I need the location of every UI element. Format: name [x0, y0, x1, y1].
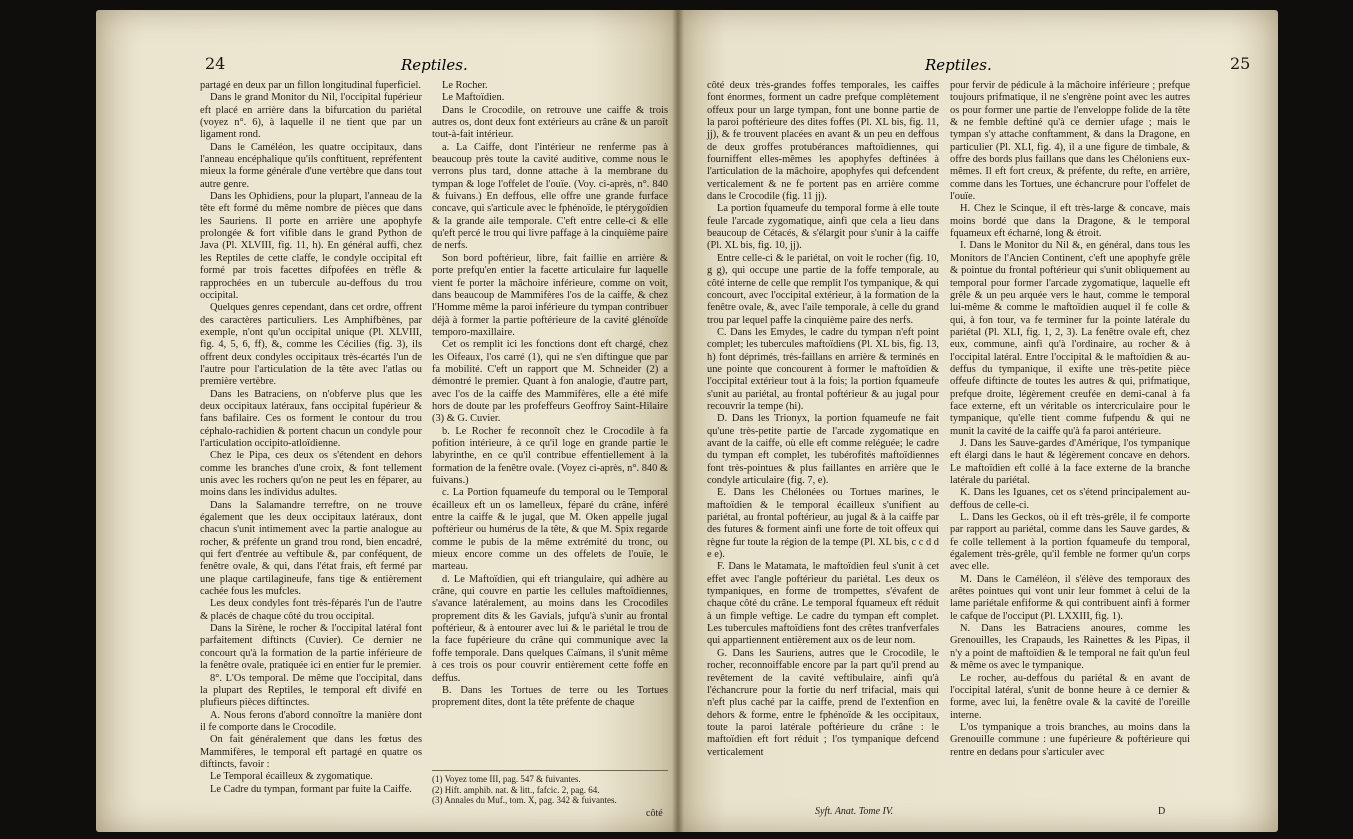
paragraph: b. Le Rocher fe reconnoît chez le Crocodile à fa pofition intérieure, à ce qu'il loge en grande partie le labyrinthe, en ce qu'il contribue effentiellement à la formation de la fenêtre ovale. (Voyez ci-après, n°. 840 & fuivans.) [432, 425, 668, 486]
paragraph: pour fervir de pédicule à la mâchoire inférieure ; prefque toujours prifmatique, il ne s'engrène point avec les autres os pour former une partie de l'enveloppe folide de la tête & ne femble deftiné qu'à ce dernier ufage ; mais le tympan s'y attache conftamment, & dans la Dragone, en particulier (Pl. XLI, fig. 4), il a une figure de timbale, & offre des bords plus faillans que dans les Chéloniens eux-mêmes. Il eft fort creux, & préfente, du refte, en arrière, comme dans les Tortues, une échancrure pour l'offelet de l'ouïe. [950, 80, 1190, 203]
paragraph: L'os tympanique a trois branches, au moins dans la Grenouille commune : une fupérieure & poftérieure qui rentre en dedans pour s'articuler avec [950, 721, 1190, 758]
paragraph: Son bord poftérieur, libre, fait faillie en arrière & porte prefqu'en entier la facette articulaire fur laquelle vient fe porter la mâchoire inférieure, comme on voit, dans beaucoup de Mammifères l'os de la caiffe, & chez l'Homme même la paroi inférieure du tympan contribuer déjà à former la partie poftérieure de la cavité glénoïde temporo-maxillaire. [432, 252, 668, 338]
paragraph: H. Chez le Scinque, il eft très-large & concave, mais moins bordé que dans la Dragone, & le temporal fquameux eft écharné, long & étroit. [950, 203, 1190, 240]
paragraph: G. Dans les Sauriens, autres que le Crocodile, le rocher, reconnoiffable encore par la part qu'il prend au revêtement de la cavité veftibulaire, ainfi qu'à l'échancrure pour la fortie du nerf trifacial, mais qui n'eft plus caché par la caiffe, prend de l'extenfion en dehors & forme, entre le fphénoïde & les occipitaux, toute la paroi latérale poftérieure du crâne : le maftoïdien eft fort réduit ; l'os tympanique defcend verticalement [707, 647, 939, 758]
paragraph: a. La Caiffe, dont l'intérieur ne renferme pas à beaucoup près toute la cavité auditive, comme nous le verrons plus tard, donne attache à la membrane du tympan & loge l'offelet de l'ouïe. (Voy. ci-après, n°. 840 & fuivans.) En deffous, elle offre une grande furface concave, qui s'articule avec le fphénoïde, le ptérygoïdien & la grande aile temporale. C'eft entre celle-ci & elle qu'eft percé le trou qui livre paffage à la cinquième paire de nerfs. [432, 141, 668, 252]
paragraph: D. Dans les Trionyx, la portion fquameufe ne fait qu'une très-petite partie de l'arcade zygomatique en avant de la caiffe, où elle eft comme reléguée; le cadre du tympan eft complet, les tubérofités maftoïdiennes font très-pointues & plus faillantes en arrière que le condyle articulaire (fig. 7, e). [707, 413, 939, 486]
paragraph: L. Dans les Geckos, où il eft très-grêle, il fe comporte par rapport au pariétal, comme dans les Sauve gardes, & fe colle tellement à la portion fquameufe du temporal, également très-grêle, qu'il femble ne former qu'un corps avec elle. [950, 512, 1190, 573]
paragraph: A. Nous ferons d'abord connoître la manière dont il fe comporte dans le Crocodile. [200, 709, 422, 733]
footnote-2: (2) Hift. amphib. nat. & litt., fafcic. 2, pag. 64. [432, 784, 600, 795]
paragraph: I. Dans le Monitor du Nil &, en général, dans tous les Monitors de l'Ancien Continent, c'eft une apophyfe grêle & pointue du frontal poftérieur qui s'unit obliquement au temporal pour former l'arcade zygomatique, laquelle eft grêle & un peu arquée vers le haut, comme le temporal lui-même & comme le maftoïdien auquel il fe colle & qui, à fon tour, va fe terminer fur la pointe latérale du pariétal (Pl. XLI, fig. 1, 2, 3). La fenêtre ovale eft, chez eux, commune, ainfi qu'à l'ordinaire, au rocher & à l'occipital latéral. Entre l'occipital & le maftoïdien & au-deffus du tympanique, il exifte une très-petite pièce offeufe diftincte de toutes les autres & qui, prifmatique, prefque droite, légèrement creufée en demi-canal à fa face externe, eft un véritable os intercriculaire pour le tympanique, qu'elle tient comme fufpendu & qui ne munit la cavité de la caiffe qu'à fa paroi antérieure. [950, 240, 1190, 437]
paragraph: J. Dans les Sauve-gardes d'Amérique, l'os tympanique eft élargi dans le haut & légèrement concave en dehors. Le maftoïdien eft collé à la face externe de la branche latérale du pariétal. [950, 437, 1190, 486]
paragraph: partagé en deux par un fillon longitudinal fuperficiel. [200, 80, 422, 91]
signature-mark: D [1158, 806, 1166, 817]
paragraph: Dans les Ophidiens, pour la plupart, l'anneau de la tête eft formé du même nombre de pièces que dans les Sauriens. Il porte en arrière une apophyfe prolongée & fort vifible dans le grand Python de Java (Pl. XLVIII, fig. 11, h). En général auffi, chez les Reptiles de cette claffe, le condyle occipital eft formé par trois facettes difpofées en trèfle & rapprochées en un tubercule au-deffous du trou occipital. [200, 191, 422, 301]
paragraph: M. Dans le Caméléon, il s'élève des temporaux des arêtes pointues qui vont unir leur fommet à celui de la lame pariétale enfiforme & qui contribuent ainfi à former le cafque de l'occiput (Pl. LXXIII, fig. 1). [950, 573, 1190, 622]
paragraph: N. Dans les Batraciens anoures, comme les Grenouilles, les Crapauds, les Rainettes & les Pipas, il n'y a point de maftoïdien & le temporal ne fait qu'un feul & même os avec le tympanique. [950, 623, 1190, 672]
paragraph: Le Temporal écailleux & zygomatique. [210, 771, 373, 783]
paragraph: E. Dans les Chélonées ou Tortues marines, le maftoïdien & le temporal écailleux s'unifient au pariétal, au frontal poftérieur, au jugal & à la caiffe par des futures & forment ainfi une forte de toit offeux qui règne fur toute la région de la tempe (Pl. XL bis, c c d d e e). [707, 487, 939, 561]
paragraph: Le Rocher. [442, 80, 488, 91]
footnote-3: (3) Annales du Muf., tom. X, pag. 342 & fuivantes. [432, 795, 617, 805]
left-column-2 [432, 80, 668, 710]
paragraph: On fait généralement que dans les fœtus des Mammifères, le temporal eft partagé en quatre os diftincts, favoir : [200, 734, 422, 770]
right-page-number: 25 [1230, 54, 1251, 73]
paragraph: Entre celle-ci & le pariétal, on voit le rocher (fig. 10, g g), qui occupe une partie de la foffe temporale, au côté interne de celle que remplit l'os tympanique, & qui concourt, avec l'occipital extérieur, à la formation de la fenêtre ovale, &, avec l'aile temporale, à celle du grand trou par lequel paffe la cinquième paire des nerfs. [707, 252, 939, 326]
paragraph: B. Dans les Tortues de terre ou les Tortues proprement dites, dont la tête préfente de chaque [432, 684, 668, 709]
paragraph: Cet os remplit ici les fonctions dont eft chargé, chez les Oifeaux, l'os carré (1), qui ne s'en diftingue que par fa mobilité. C'eft un rapport que M. Schneider (2) a démontré le premier. Quant à fon analogie, d'autre part, avec l'os de la caiffe des Mammifères, elle a été mife hors de doute par les profeffeurs Geoffroy Saint-Hilaire (3) & G. Cuvier. [432, 339, 668, 425]
paragraph: d. Le Maftoïdien, qui eft triangulaire, qui adhère au crâne, qui couvre en partie les cellules maftoïdiennes, s'avance latéralement, au moins dans les Crocodiles proprement dits & les Gavials, jufqu'à s'unir au frontal poftérieur, & à entourer avec lui & le pariétal le trou de la face fupérieure du crâne qui communique avec la foffe temporale. Dans quelques Caïmans, il s'unit même à ces trois os pour couvrir entièrement cette foffe en deffus. [432, 573, 668, 684]
paragraph: Dans le Crocodile, on retrouve une caiffe & trois autres os, dont deux font extérieurs au crâne & un paroît tout-à-fait intérieur. [432, 104, 668, 141]
left-column-1 [200, 80, 422, 796]
paragraph: Le Maftoïdien. [442, 92, 505, 104]
paragraph: K. Dans les Iguanes, cet os s'étend principalement au-deffous de celle-ci. [950, 487, 1190, 511]
left-footnotes [432, 770, 668, 806]
paragraph: La portion fquameufe du temporal forme à elle toute feule l'arcade zygomatique, ainfi que cela a lieu dans beaucoup de Cétacés, & s'élargit pour s'unir à la caiffe (Pl. XL bis, fig. 10, jj). [707, 203, 939, 252]
paragraph: Dans le grand Monitor du Nil, l'occipital fupérieur eft placé en arrière dans la bifurcation du pariétal (voyez n°. 6), à laquelle il ne tient que par un ligament rond. [200, 92, 422, 141]
book-gutter [672, 10, 684, 832]
paragraph: Les deux condyles font très-féparés l'un de l'autre & placés de chaque côté du trou occipital. [200, 598, 422, 622]
footnote-1: (1) Voyez tome III, pag. 547 & fuivantes. [432, 774, 581, 784]
paragraph: c. La Portion fquameufe du temporal ou le Temporal écailleux eft un os lamelleux, féparé du crâne, inféré entre la caiffe & le jugal, que M. Oken appelle jugal poftérieur ou humérus de la tête, & que M. Spix regarde comme le pubis de la même extrémité du tronc, ou mieux encore comme un des offelets de l'ouïe, le marteau. [432, 487, 668, 573]
paragraph: Le rocher, au-deffous du pariétal & en avant de l'occipital latéral, s'unit de bonne heure à ce dernier & forme, avec lui, la fenêtre ovale & la cavité de l'oreille interne. [950, 672, 1190, 721]
paragraph: Quelques genres cependant, dans cet ordre, offrent des caractères particuliers. Les Amphifbènes, par exemple, n'ont qu'un occipital unique (Pl. XLVIII, fig. 4, 5, 6, ff), &, comme les Cécilies (fig. 3), ils offrent deux condyles occipitaux très-écartés l'un de l'autre pour l'articulation de la tête avec l'atlas ou première vertèbre. [200, 302, 422, 388]
paragraph: Le Cadre du tympan, formant par fuite la Caiffe. [210, 783, 412, 795]
paragraph: Chez le Pipa, ces deux os s'étendent en dehors comme les branches d'une croix, & font tellement unis avec les rochers qu'on ne peut les en féparer, au moins dans les individus adultes. [200, 450, 422, 499]
right-running-title: Reptiles. [925, 56, 992, 74]
left-catchword: côté [646, 808, 663, 819]
paragraph: côté deux très-grandes foffes temporales, les caiffes font énormes, forment un cadre prefque complètement offeux pour un large tympan, font une bonne partie de la paroi poftérieure des dites foffes (Pl. XL bis, fig. 11, jj), & fe trouvent placées en avant & un peu en deffous de deux groffes protubérances maftoïdiennes, qui fourniffent elles-mêmes les apophyfes deftinées à l'articulation de la mâchoire, apophyfes qui defcendent verticalement & ne fe portent pas en arrière comme dans le Crocodile (fig. 11 jj). [707, 80, 939, 203]
paragraph: F. Dans le Matamata, le maftoïdien feul s'unit à cet effet avec l'angle poftérieur du pariétal. Les deux os tympaniques, en forme de trompettes, s'évafent de chaque côté du crâne. Le temporal fquameux eft réduit à un fimple veftige. Le cadre du tympan eft complet. Les tubercules maftoïdiens font des crêtes tranfverfales qui appartiennent entièrement aux os de leur nom. [707, 561, 939, 647]
left-page-number: 24 [205, 54, 226, 73]
paragraph: 8°. L'Os temporal. De même que l'occipital, dans la plupart des Reptiles, le temporal eft divifé en plufieurs pièces diftinctes. [200, 672, 422, 709]
left-running-title: Reptiles. [401, 56, 468, 74]
right-column-1 [707, 80, 939, 759]
paragraph: C. Dans les Emydes, le cadre du tympan n'eft point complet; les tubercules maftoïdiens (Pl. XL bis, fig. 13, h) font déprimés, très-faillans en arrière & terminés en une pointe que concourent à former le maftoïdien & l'occipital extérieur tout à la fois; la portion fquameufe s'unit au pariétal, au frontal poftérieur & au jugal pour recouvrir la tempe (hi). [707, 326, 939, 412]
paragraph: Dans la Sirène, le rocher & l'occipital latéral font parfaitement diftincts (Cuvier). Ce dernier ne concourt qu'à la formation de la partie inférieure de la fenêtre ovale, pratiquée ici en entier fur le premier. [200, 623, 422, 672]
signature-line: Syft. Anat. Tome IV. [815, 806, 894, 817]
paragraph: Dans les Batraciens, on n'obferve plus que les deux occipitaux latéraux, fans occipital fupérieur & fans bafilaire. Ces os forment le contour du trou céphalo-rachidien & portent chacun un condyle pour l'articulation occipito-atloïdienne. [200, 388, 422, 449]
right-column-2 [950, 80, 1190, 759]
paragraph: Dans la Salamandre terreftre, on ne trouve également que les deux occipitaux latéraux, dont chacun s'unit intimement avec la partie analogue au rocher, & préfente un grand trou rond, bien encadré, qui fert d'entrée au veftibule &, par conféquent, de fenêtre ovale, & qui, dans l'état frais, eft fermé par une plaque cartilagineufe, fans tige & entièrement cachée fous les mufcles. [200, 499, 422, 598]
paragraph: Dans le Caméléon, les quatre occipitaux, dans l'anneau encéphalique qu'ils conftituent, repréfentent mieux la forme générale d'une vertèbre que dans tout autre genre. [200, 141, 422, 190]
